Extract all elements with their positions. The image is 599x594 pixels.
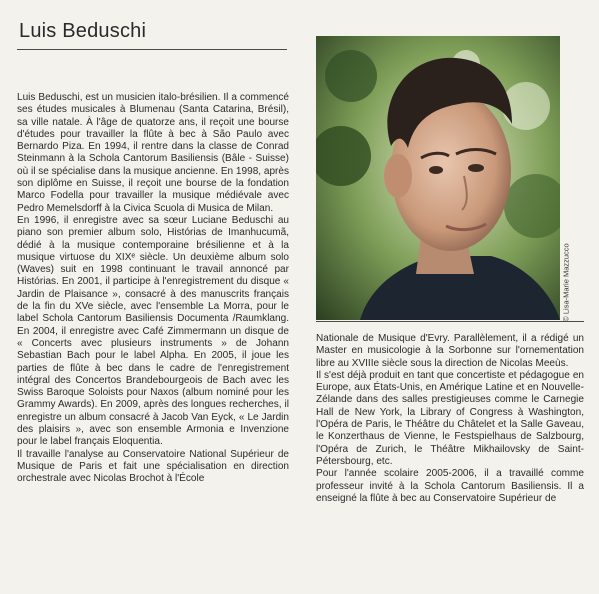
biography-paragraph-1: Luis Beduschi, est un musicien italo-brésilien. Il a commencé ses études musicales à Blumenau (Santa Catarina, Brésil), sa ville natale. À l'âge de quatorze ans, il reçoit une bourse d'études pour travailler la flûte à bec à São Paulo avec Bernardo Piza. En 1994, il rentre dans la classe de Conrad Steinmann à la Schola Cantorum Basiliensis (Bâle - Suisse) où il se spécialise dans la musique ancienne. En 1998, après son diplôme en Suisse, il reçoit une bourse de la fondation Marco Fodella pour travailler la musique médiévale avec Pedro Memelsdorff à la Civica Scuola di Musica de Milan. — [17, 92, 289, 214]
photo-credit — [560, 240, 572, 328]
biography-right-column — [316, 333, 584, 505]
biography-paragraph-6: Pour l'année scolaire 2005-2006, il a travaillé comme professeur invité à la Schola Cantorum Basiliensis. Il a enseigné la flûte à bec au Conservatoire Supérieur de — [316, 468, 584, 504]
portrait-image — [316, 36, 560, 320]
biography-paragraph-3: Il travaille l'analyse au Conservatoire National Supérieur de Musique de Paris et fait une spécialisation en direction orchestrale avec Nicolas Brochot à l'École — [17, 448, 289, 485]
biography-paragraph-4: Nationale de Musique d'Evry. Parallèlement, il a rédigé un Master en musicologie à la Sorbonne sur l'ornementation libre au XVIIIe siècle sous la direction de Nicolas Meeùs. — [316, 333, 584, 369]
photo-credit-text: © Lisa-Marie Mazzucco — [561, 243, 571, 322]
biography-paragraph-5: Il s'est déjà produit en tant que concertiste et pédagogue en Europe, aux États-Unis, en Amérique Latine et en Nouvelle-Zélande dans des salles prestigieuses comme le Carnegie Hall de New York, la Library of Congress à Washington, l'Opéra de Paris, le Théâtre du Châtelet et la Salle Gaveau, le Konzerthaus de Vienne, le Festspielhaus de Salzbourg, l'Opéra de Zurich, le Théâtre Mikhailovsky de Saint-Pétersbourg, etc. — [316, 369, 584, 467]
biography-left-column — [17, 92, 289, 486]
biography-paragraph-2: En 1996, il enregistre avec sa sœur Luciane Beduschi au piano son premier album solo, Histórias de Imanhucumã, dédié à la musique contemporaine brésilienne et à la musique virtuose du XIXᵉ siècle. Un deuxième album solo (Waves) suit en 1998 continuant le travail annoncé par Histórias. En 2001, il participe à l'enregistrement du disque « Jardin de Plaisance », consacré à des manuscrits français de la fin du XVe siècle, avec l'ensemble La Morra, pour le label Schola Cantorum Basiliensis Documenta /Raumklang. En 2004, il enregistre avec Café Zimmermann un disque de « Concerts avec plusieurs instruments » de Johann Sebastian Bach pour le label Alpha. En 2005, il joue les parties de flûte à bec dans le cadre de l'enregistrement intégral des Concertos Brandebourgeois de Bach avec les Swiss Baroque Soloists pour Naxos (album nominé pour les Grammy Awards). En 2009, après des longues recherches, il enregistre un album consacré à Jacob Van Eyck, « Le Jardin des plaisirs », avec son ensemble Armonia e Invenzione pour le label français Eloquentia. — [17, 214, 289, 448]
title-underline — [17, 49, 287, 50]
page-title: Luis Beduschi — [19, 20, 147, 42]
column-divider — [316, 321, 584, 322]
portrait-photo — [316, 36, 560, 320]
